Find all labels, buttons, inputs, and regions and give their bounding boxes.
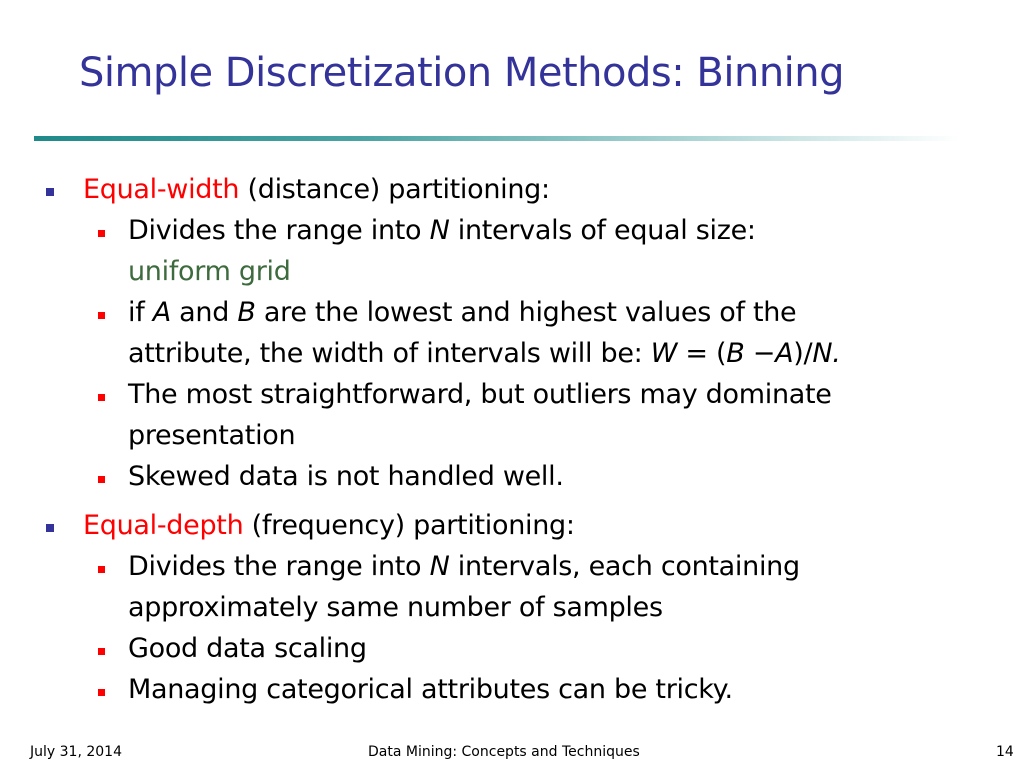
var-n: N: [429, 551, 450, 582]
bullet-equal-width: [46, 188, 54, 196]
equal-depth-point-2: Good data scaling: [128, 633, 367, 664]
var-n: N: [429, 215, 450, 246]
width-formula-line: [128, 337, 841, 371]
sub-bullet: [98, 230, 105, 237]
equal-depth-point-1: [128, 550, 800, 584]
equal-width-heading-rest: (distance) partitioning:: [239, 174, 550, 205]
text-fragment: and: [170, 297, 238, 328]
sub-bullet: [98, 648, 105, 655]
title-divider: [34, 136, 960, 141]
text-fragment: intervals, each containing: [449, 551, 800, 582]
sub-bullet: [98, 689, 105, 696]
page-number: 14: [996, 744, 1014, 760]
var-a: A: [152, 297, 171, 328]
equal-depth-heading: [83, 509, 575, 543]
sub-bullet: [98, 566, 105, 573]
var-b: B: [726, 338, 745, 369]
var-n: N.: [812, 338, 841, 369]
equal-depth-heading-rest: (frequency) partitioning:: [243, 510, 575, 541]
var-w: W: [650, 338, 678, 369]
equal-depth-term: Equal-depth: [83, 510, 244, 541]
slide-title: Simple Discretization Methods: Binning: [79, 50, 845, 96]
equal-width-point-3: The most straightforward, but outliers may dominate: [128, 379, 832, 410]
text-fragment: −: [744, 338, 776, 369]
footer-title: Data Mining: Concepts and Techniques: [368, 744, 640, 760]
text-fragment: Divides the range into: [128, 215, 430, 246]
text-fragment: = (: [677, 338, 727, 369]
text-fragment: )/: [793, 338, 813, 369]
equal-width-heading: [83, 173, 550, 207]
sub-bullet: [98, 394, 105, 401]
text-fragment: Divides the range into: [128, 551, 430, 582]
sub-bullet: [98, 312, 105, 319]
equal-width-point-2: [128, 296, 796, 330]
text-fragment: if: [128, 297, 153, 328]
uniform-grid-term: uniform grid: [128, 256, 291, 287]
var-b: B: [237, 297, 256, 328]
text-fragment: attribute, the width of intervals will be:: [128, 338, 651, 369]
equal-width-point-1: [128, 214, 756, 248]
bullet-equal-depth: [46, 524, 54, 532]
text-fragment: are the lowest and highest values of the: [255, 297, 797, 328]
equal-depth-point-3: Managing categorical attributes can be tricky.: [128, 674, 733, 705]
equal-width-term: Equal-width: [83, 174, 240, 205]
equal-width-point-3-cont: presentation: [128, 420, 296, 451]
equal-width-point-4: Skewed data is not handled well.: [128, 461, 564, 492]
var-a: A: [775, 338, 794, 369]
equal-depth-point-1-cont: approximately same number of samples: [128, 592, 663, 623]
sub-bullet: [98, 476, 105, 483]
text-fragment: intervals of equal size:: [449, 215, 756, 246]
footer-date: July 31, 2014: [30, 744, 122, 760]
